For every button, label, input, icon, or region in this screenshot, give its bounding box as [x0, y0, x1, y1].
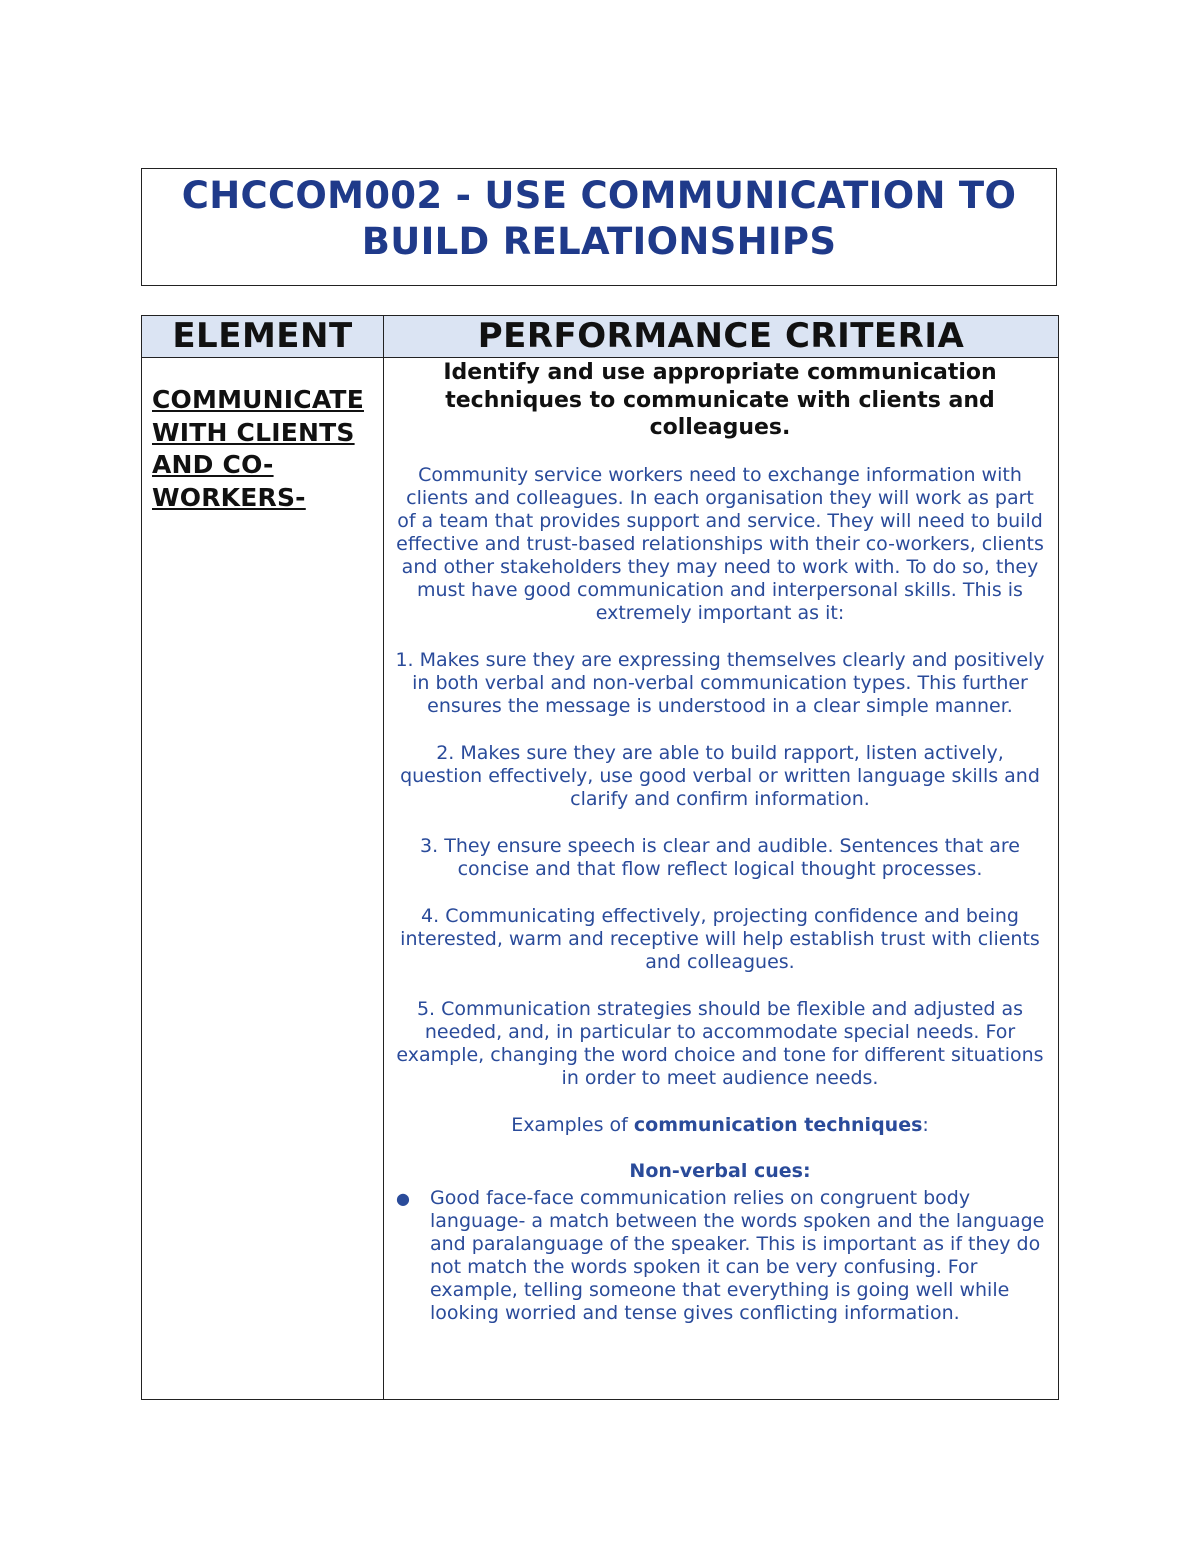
- element-cell: [142, 358, 384, 1400]
- document-title: CHCCOM002 - USE COMMUNICATION TO BUILD RELATIONSHIPS: [181, 174, 1017, 263]
- examples-line: [394, 1114, 1046, 1137]
- title-box: [141, 168, 1057, 286]
- intro-paragraph: Community service workers need to exchange information with clients and colleagues. In each organisation they will work as part of a team that provides support and service. They will need to build effective and trust-based relationships with their co-workers, clients and other stakeholders they may need to work with. To do so, they must have good communication and interpersonal skills. This is extremely important as it:: [396, 463, 1044, 624]
- bullet-icon: ●: [396, 1188, 410, 1208]
- point-1: 1. Makes sure they are expressing themselves clearly and positively in both verbal and non-verbal communication types. This further ensures the message is understood in a clear simple manner.: [395, 648, 1045, 717]
- header-performance-criteria: PERFORMANCE CRITERIA: [384, 316, 1059, 358]
- criteria-table: [141, 315, 1059, 1400]
- subheading-nonverbal: Non-verbal cues:: [629, 1159, 811, 1182]
- examples-strong: communication techniques: [633, 1113, 923, 1136]
- point-4: 4. Communicating effectively, projecting confidence and being interested, warm and receptive will help establish trust with clients and colleagues.: [400, 904, 1040, 973]
- table-row: [142, 358, 1059, 1400]
- examples-prefix: Examples of: [511, 1113, 634, 1136]
- table-header-row: [142, 316, 1059, 358]
- criteria-cell: [384, 358, 1059, 1400]
- point-5: 5. Communication strategies should be flexible and adjusted as needed, and, in particular to accommodate special needs. For example, changing the word choice and tone for different situations in order to meet audience needs.: [396, 997, 1044, 1089]
- list-item: [396, 1186, 1046, 1325]
- bullet-list: [394, 1187, 1046, 1325]
- element-title: COMMUNICATE WITH CLIENTS AND CO-WORKERS-: [152, 385, 364, 512]
- point-2: 2. Makes sure they are able to build rapport, listen actively, question effectively, use good verbal or written language skills and clarify and confirm information.: [400, 741, 1040, 810]
- header-element: ELEMENT: [142, 316, 384, 358]
- criteria-heading: Identify and use appropriate communication techniques to communicate with clients and colleagues.: [443, 360, 997, 440]
- bullet-text: Good face-face communication relies on congruent body language- a match between the words spoken and the language and paralanguage of the speaker. This is important as if they do not match the words spoken it can be very confusing. For example, telling someone that everything is going well while looking worried and tense gives conflicting information.: [430, 1186, 1045, 1324]
- examples-suffix: :: [922, 1113, 929, 1136]
- point-3: 3. They ensure speech is clear and audible. Sentences that are concise and that flow reflect logical thought processes.: [420, 834, 1020, 880]
